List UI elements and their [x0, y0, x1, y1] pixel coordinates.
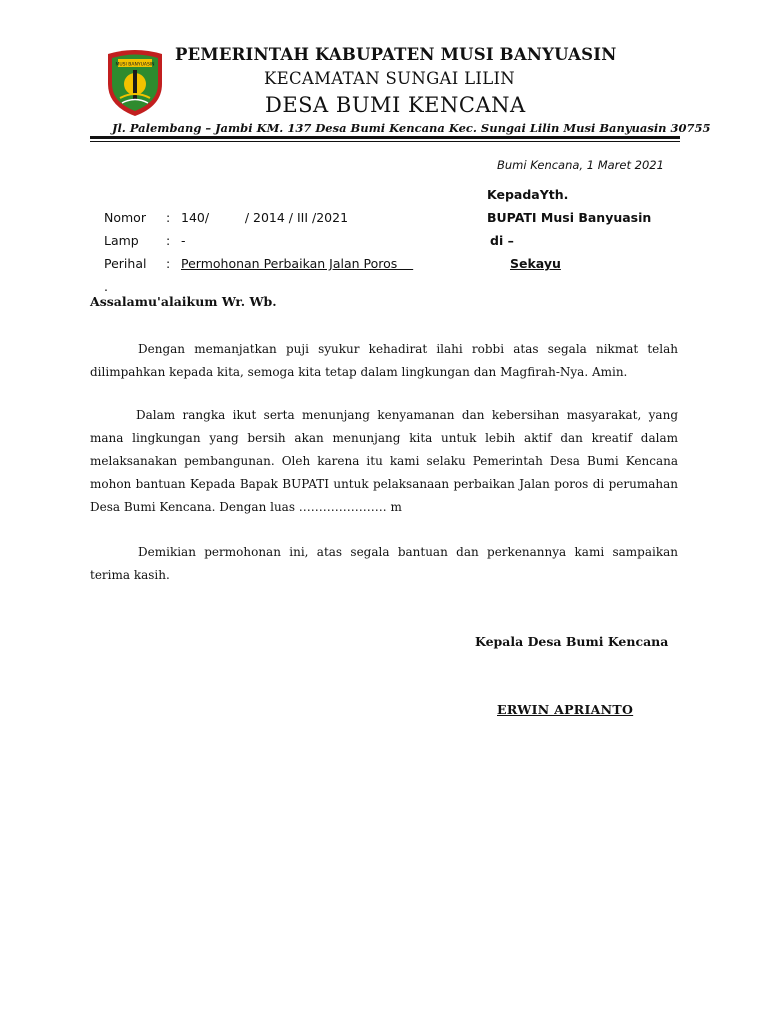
recipient-salutation: KepadaYth. [487, 187, 569, 202]
lamp-colon: : [166, 233, 171, 248]
letterhead-address: Jl. Palembang – Jambi KM. 137 Desa Bumi Kencana Kec. Sungai Lilin Musi Banyuasin 30755 [112, 121, 711, 135]
signature-name: ERWIN APRIANTO [497, 702, 634, 717]
nomor-colon: : [166, 210, 171, 225]
recipient-di: di – [490, 233, 514, 248]
logo-text: MUSI BANYUASIN [115, 62, 155, 68]
body-paragraph-3: Demikian permohonan ini, atas segala bantuan dan perkenannya kami sampaikan terima kasih. [90, 545, 678, 582]
signature-title: Kepala Desa Bumi Kencana [475, 634, 669, 649]
lamp-value: - [181, 233, 186, 248]
nomor-value: 140/ / 2014 / III /2021 [181, 210, 349, 225]
greeting: Assalamu'alaikum Wr. Wb. [90, 294, 277, 309]
recipient-city: Sekayu [510, 256, 561, 271]
nomor-label: Nomor [104, 210, 146, 225]
perihal-label: Perihal [104, 256, 147, 271]
stray-dot: . [104, 279, 108, 294]
perihal-value: Permohonan Perbaikan Jalan Poros [181, 256, 414, 271]
body-paragraph-2: Dalam rangka ikut serta menunjang kenyamanan dan kebersihan masyarakat, yang mana lingkungan yang bersih akan menunjang kita untuk lebih aktif dan kreatif dalam melaksanakan pembangunan. Oleh karena itu kami selaku Pemerintah Desa Bumi Kencana mohon bantuan Kepada Bapak BUPATI untuk pelaksanaan perbaikan Jalan poros di perumahan Desa Bumi Kencana. Dengan luas …………………. m [90, 408, 678, 514]
musi-banyuasin-logo [102, 48, 168, 118]
perihal-colon: : [166, 256, 171, 271]
recipient-name: BUPATI Musi Banyuasin [487, 210, 652, 225]
letterhead-divider-thin [90, 141, 680, 142]
letterhead-government: PEMERINTAH KABUPATEN MUSI BANYUASIN [175, 45, 617, 64]
letterhead-district: KECAMATAN SUNGAI LILIN [264, 69, 516, 88]
body-paragraph-1: Dengan memanjatkan puji syukur kehadirat ilahi robbi atas segala nikmat telah dilimpahkan kepada kita, semoga kita tetap dalam lingkungan dan Magfirah-Nya. Amin. [90, 342, 678, 379]
letterhead-divider-thick [90, 136, 680, 139]
letterhead-village: DESA BUMI KENCANA [265, 93, 526, 117]
lamp-label: Lamp [104, 233, 139, 248]
letter-date: Bumi Kencana, 1 Maret 2021 [497, 158, 664, 172]
